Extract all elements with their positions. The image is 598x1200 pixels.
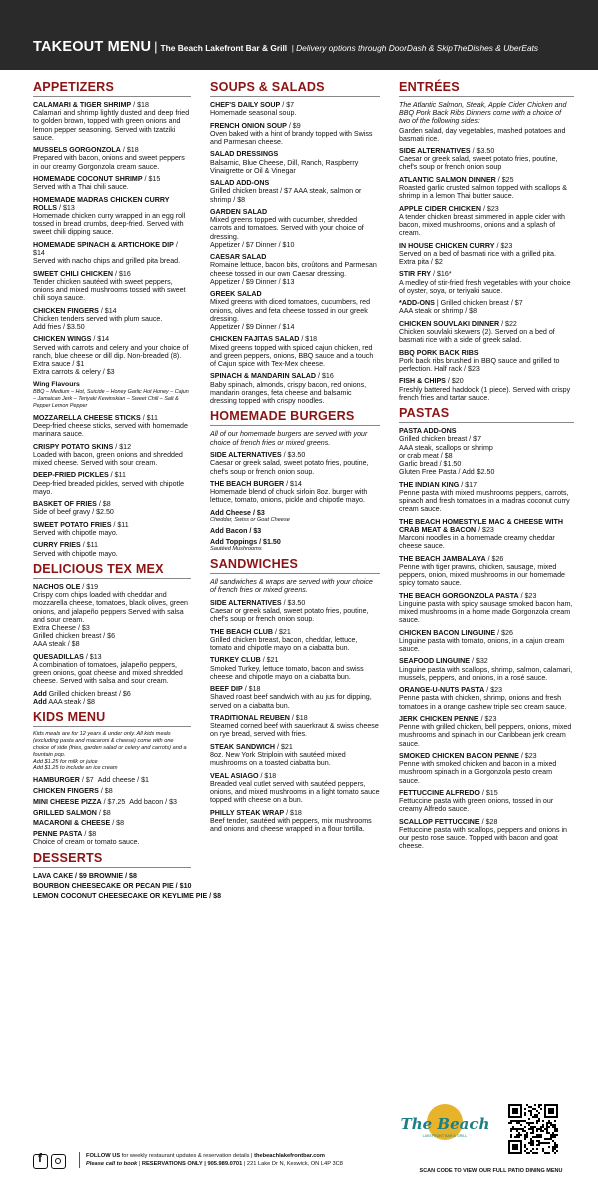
item-price: / $8: [98, 500, 111, 509]
wing-flavours-title: Wing Flavours: [33, 380, 80, 388]
item-price: / $11: [142, 413, 158, 422]
delivery-note: | Delivery options through DoorDash & SkipTheDishes & UberEats: [291, 43, 539, 53]
burger-cheese-note: Cheddar, Swiss or Goat Cheese: [210, 516, 290, 523]
item-extra: Appetizer / $9 Dinner / $14: [210, 323, 295, 331]
item-name: CHICKEN WINGS: [33, 335, 92, 344]
item-name: MACARONI & CHEESE: [33, 819, 111, 828]
item-name: HAMBURGER: [33, 776, 80, 785]
pasta-addons: PASTA ADD-ONS Grilled chicken breast / $7 AAA steak, scallops or shrimp or crab meat / $8 Garlic bread / $1.50 Gluten Free Pasta / Add $2.50: [399, 427, 495, 477]
menu-item: [399, 377, 574, 402]
qr-code[interactable]: [508, 1104, 558, 1154]
section-title-entrees: ENTRÉES: [399, 80, 574, 97]
item-price: / $14: [93, 335, 110, 344]
item-description: Served with chipotle mayo.: [33, 549, 118, 558]
menu-item: [399, 518, 574, 551]
item-price: / $18: [133, 101, 149, 109]
item-description: Smoked Turkey, lettuce tomato, bacon and swiss cheese and chipotle mayo on a ciabatta bun.: [210, 664, 364, 681]
item-price: / $23: [486, 686, 503, 695]
section-title-soups: SOUPS & SALADS: [210, 80, 380, 97]
kids-intro-milk: Add $1.25 for milk or juice: [33, 758, 98, 765]
item-description: Mixed greens topped with spiced cajun chicken, red and green peppers, onions, BBQ sauce and a touch of Cajun spice with Tex-Mex cheese.: [210, 343, 374, 368]
item-price: / $25: [497, 175, 514, 184]
column-left: [33, 80, 222, 900]
burgers-intro: All of our homemade burgers are served with your choice of french fries or mixed greens.: [210, 430, 368, 447]
scan-note: SCAN CODE TO VIEW OUR FULL PATIO DINING MENU: [419, 1168, 563, 1174]
sandwiches-side-alternatives: SIDE ALTERNATIVES / $3.50 Caesar or greek salad, sweet potato fries, poutine, chef's soup or french onion soup.: [210, 598, 369, 624]
item-description: Beef tender, sautéed with peppers, mix mushrooms and onions and cheese wrapped in a flour tortilla.: [210, 816, 372, 833]
item-name: GREEK SALAD: [210, 290, 262, 299]
burgers-side-alternatives: SIDE ALTERNATIVES / $3.50 Caesar or greek salad, sweet potato fries, poutine, chef's soup or french onion soup.: [210, 451, 369, 476]
appetizers-list: [33, 101, 191, 376]
menu-item: [33, 101, 191, 142]
item-name: SPINACH & MANDARIN SALAD: [210, 372, 317, 381]
item-price: / $13: [85, 652, 102, 661]
item-description: Served with nacho chips and grilled pita bread.: [33, 257, 181, 266]
item-price: / $8: [100, 786, 113, 795]
menu-item: [210, 253, 380, 286]
menu-item: [33, 830, 191, 846]
item-name: IN HOUSE CHICKEN CURRY: [399, 241, 495, 250]
item-description: 8oz. New York Striploin with sautéed mixed mushrooms on a toasted ciabatta bun.: [210, 750, 346, 768]
sandwiches-intro: All sandwiches & wraps are served with your choice of french fries or mixed greens.: [210, 577, 373, 595]
menu-item: [210, 809, 380, 834]
menu-item: [210, 656, 380, 681]
item-name: SWEET POTATO FRIES: [33, 520, 112, 529]
item-description: Romaine lettuce, bacon bits, croûtons and Parmesan cheese tossed in our own Caesar dressing.: [210, 261, 377, 278]
section-title-pastas: PASTAS: [399, 406, 574, 423]
item-extra: AAA steak / $8: [33, 640, 80, 649]
burgers-list: [210, 480, 380, 505]
pastas-list: [399, 481, 574, 851]
item-price: / $23: [520, 751, 537, 760]
item-name: SCALLOP FETTUCCINE: [399, 817, 480, 826]
website-link[interactable]: thebeachlakefrontbar.com: [254, 1153, 325, 1159]
item-price: | Grilled chicken breast / $7: [436, 299, 523, 308]
item-price: / $14: [33, 240, 178, 257]
item-price: / $28: [481, 817, 498, 826]
item-description: Tender chicken sautéed with sweet peppers, onions and mixed mushrooms tossed with sweet chili soya sauce.: [33, 277, 186, 303]
item-extra: Extra Cheese / $3: [33, 623, 90, 632]
section-title-burgers: HOMEMADE BURGERS: [210, 409, 380, 426]
footer-line-1: FOLLOW US for weekly restaurant updates & reservation details | thebeachlakefrontbar.com: [86, 1153, 325, 1159]
menu-item: [33, 146, 191, 171]
item-price: / $18: [122, 146, 139, 155]
burger-add-toppings: Add Toppings / $1.50: [210, 537, 281, 546]
section-title-sandwiches: SANDWICHES: [210, 557, 380, 574]
header-separator: |: [154, 39, 158, 54]
item-extra: Extra sauce / $1: [33, 360, 85, 368]
item-name: CRISPY POTATO SKINS: [33, 442, 114, 451]
kids-intro-icecream: Add $1.25 to include an ice cream: [33, 765, 118, 772]
menu-item: [399, 481, 574, 514]
item-price: / $14: [286, 479, 302, 488]
item-description: Side of beef gravy / $2.50: [33, 508, 114, 517]
item-description: A tender chicken breast simmered in apple cider with bacon, mixed mushrooms, onions and a splash of cream.: [399, 212, 565, 238]
item-name: *ADD-ONS: [399, 299, 435, 308]
item-name: BBQ PORK BACK RIBS: [399, 348, 479, 357]
item-addon: Add cheese / $1: [97, 776, 150, 785]
dessert-line-1: LAVA CAKE / $9 BROWNIE / $8: [33, 871, 137, 880]
menu-item: [33, 307, 191, 332]
item-description: Homemade chicken curry wrapped in an egg roll tossed in bread crumbs, deep-fried. Served with sweet chili dipping sauce.: [33, 212, 186, 237]
dessert-line-2: BOURBON CHEESECAKE OR PECAN PIE / $10: [33, 881, 192, 890]
item-name: HOMEMADE COCONUT SHRIMP: [33, 175, 143, 183]
item-price: / $23: [482, 204, 499, 213]
item-name: PENNE PASTA: [33, 830, 83, 839]
item-name: THE BEACH CLUB: [210, 627, 274, 636]
menu-item: [33, 471, 191, 496]
item-price: / $22: [501, 319, 517, 328]
menu-item: [33, 798, 191, 806]
item-name: MINI CHEESE PIZZA: [33, 797, 102, 806]
item-price: / $16: [115, 269, 131, 278]
menu-item: [210, 208, 380, 249]
item-description: Pork back ribs brushed in BBQ sauce and grilled to perfection. Half rack / $23: [399, 356, 560, 373]
item-name: JERK CHICKEN PENNE: [399, 714, 479, 723]
item-name: BEEF DIP: [210, 685, 243, 694]
menu-item: [399, 818, 574, 851]
column-middle: [210, 80, 380, 837]
menu-item: [399, 686, 574, 711]
item-extra: Appetizer / $7 Dinner / $10: [210, 240, 295, 249]
item-description: Balsamic, Blue Cheese, Dill, Ranch, Raspberry Vinaigrette or Oil & Vinegar: [210, 158, 359, 175]
item-price: / $17: [461, 480, 478, 489]
item-price: / $8: [112, 819, 125, 828]
item-price: / $18: [286, 808, 302, 817]
menu-item: [210, 743, 380, 768]
item-price: / $19: [82, 582, 99, 591]
item-name: SWEET CHILI CHICKEN: [33, 269, 114, 278]
item-name: HOMEMADE SPINACH & ARTICHOKE DIP: [33, 240, 174, 249]
item-name: BASKET OF FRIES: [33, 500, 97, 509]
item-name: SMOKED CHICKEN BACON PENNE: [399, 751, 519, 760]
item-name: ORANGE-U-NUTS PASTA: [399, 686, 485, 695]
item-price: / $11: [110, 471, 126, 480]
menu-item: [33, 521, 191, 537]
texmex-list: [33, 583, 191, 686]
item-name: TURKEY CLUB: [210, 656, 261, 665]
item-description: Calamari and shrimp lightly dusted and deep fried to golden brown, topped with green onions and lemon pepper seasoning. Served with tzatziki sauce.: [33, 109, 190, 142]
menu-item: [399, 349, 574, 374]
item-name: HOMEMADE MADRAS CHICKEN CURRY ROLLS: [33, 195, 170, 212]
item-name: SEAFOOD LINGUINE: [399, 657, 470, 666]
kids-list: [33, 776, 191, 846]
footer-line-2: Please call to book | RESERVATIONS ONLY | 905.989.0701 | 221 Lake Dr N, Keswick, ON L4P 3C8: [86, 1161, 343, 1167]
item-name: CALAMARI & TIGER SHRIMP: [33, 101, 132, 109]
menu-item: [210, 179, 380, 204]
item-name: CHEF'S DAILY SOUP: [210, 101, 281, 109]
item-name: THE BEACH JAMBALAYA: [399, 554, 486, 563]
item-name: CURRY FRIES: [33, 541, 81, 550]
item-description: Chicken tenders served with plum sauce.: [33, 314, 163, 323]
instagram-icon[interactable]: [51, 1154, 66, 1169]
menu-item: [399, 176, 574, 201]
item-description: Served with a Thai chili sauce.: [33, 183, 129, 192]
section-title-desserts: DESSERTS: [33, 851, 191, 868]
item-description: Fettuccine pasta with scallops, peppers and onions in our pesto rose sauce. Topped with bacon and goat cheese.: [399, 825, 567, 851]
header-bar: [0, 0, 598, 70]
item-price: / $32: [471, 657, 488, 666]
restaurant-name: The Beach Lakefront Bar & Grill: [160, 43, 288, 53]
item-name: NACHOS OLE: [33, 582, 81, 591]
footer: [33, 1150, 393, 1180]
menu-item: [33, 541, 191, 557]
item-description: Homemade seasonal soup.: [210, 109, 297, 118]
burger-add-cheese: Add Cheese / $3: [210, 508, 265, 517]
menu-item: [33, 653, 191, 686]
item-price: / $8: [98, 808, 111, 817]
item-name: APPLE CIDER CHICKEN: [399, 204, 481, 213]
menu-item: [399, 592, 574, 625]
item-description: Deep-fried cheese sticks, served with homemade marinara sauce.: [33, 422, 188, 439]
item-description: Marconi noodles in a homemade creamy cheddar cheese sauce.: [399, 534, 555, 551]
item-name: QUESADILLAS: [33, 652, 84, 661]
item-price: / $23: [496, 241, 513, 250]
item-name: GRILLED SALMON: [33, 808, 97, 817]
item-price: / $16*: [433, 270, 452, 279]
item-description: Prepared with bacon, onions and sweet peppers in our creamy Gorgonzola cream sauce.: [33, 154, 185, 171]
item-description: Penne pasta with mixed mushrooms peppers, carrots, spinach and fresh tomatoes in a madras coconut curry cream sauce.: [399, 488, 570, 514]
item-price: / $9: [288, 121, 301, 130]
menu-item: [210, 685, 380, 710]
menu-item: [210, 372, 380, 405]
texmex-add-steak: Add AAA steak / $8: [33, 697, 95, 706]
item-name: ATLANTIC SALMON DINNER: [399, 175, 496, 184]
item-description: Steamed corned beef with sauerkraut & swiss cheese on rye bread, served with fries.: [210, 722, 379, 739]
item-price: / $18: [291, 713, 308, 722]
item-description: Freshly battered haddock (1 piece). Served with crispy french fries and tartar sauce.: [399, 385, 571, 402]
texmex-adds: [33, 690, 191, 706]
menu-item: [210, 335, 380, 368]
menu-item: [210, 480, 380, 505]
section-title-texmex: DELICIOUS TEX MEX: [33, 562, 191, 579]
item-name: SALAD DRESSINGS: [210, 150, 279, 159]
menu-item: [399, 320, 574, 345]
item-name: CHICKEN SOUVLAKI DINNER: [399, 319, 500, 328]
footer-text: [79, 1152, 343, 1168]
item-name: STIR FRY: [399, 270, 432, 279]
item-price: / $23: [520, 591, 537, 600]
item-description: Grilled chicken breast / $7 AAA steak, salmon or shrimp / $8: [210, 187, 362, 204]
item-price: / $11: [82, 541, 98, 550]
item-price: / $21: [262, 656, 279, 665]
menu-item: [399, 657, 574, 682]
menu-item: [33, 175, 191, 191]
menu-item: [33, 583, 191, 649]
item-description: Deep-fried breaded pickles, served with chipotle mayo.: [33, 479, 185, 496]
item-price: / $7: [81, 776, 94, 785]
menu-item: [399, 205, 574, 238]
menu-item: [210, 290, 380, 331]
entrees-side-alternatives: SIDE ALTERNATIVES / $3.50 Caesar or greek salad, sweet potato fries, poutine, chef's soup or french onion soup: [399, 147, 558, 172]
menu-item: [210, 150, 380, 175]
section-title-kids: KIDS MENU: [33, 710, 191, 727]
item-name: GARDEN SALAD: [210, 207, 268, 216]
item-extra: Grilled chicken breast / $6: [33, 632, 116, 641]
item-name: THE BEACH HOMESTYLE MAC & CHEESE WITH CRAB MEAT & BACON: [399, 517, 563, 534]
item-name: STEAK SANDWICH: [210, 742, 276, 751]
menu-item: [33, 809, 191, 817]
item-description: Penne with smoked chicken and bacon in a mixed mushroom spinach in a Gorgonzola pesto cream sauce.: [399, 760, 557, 785]
item-description: Served on a bed of basmati rice with a grilled pita. Extra pita / $2: [399, 249, 556, 267]
item-description: Linguine pasta with spicy sausage smoked bacon ham, mixed mushrooms in a home made Gorgonzola cream sauce.: [399, 599, 573, 625]
item-name: THE INDIAN KING: [399, 480, 460, 489]
item-description: Breaded veal cutlet served with sautéed peppers, onions, and mixed mushrooms in a light tomato sauce topped with cheese on a bun.: [210, 779, 380, 805]
item-extra: Extra carrots & celery / $3: [33, 368, 115, 377]
burger-toppings-note: Sautéed Mushrooms: [210, 546, 262, 553]
menu-item: [33, 443, 191, 468]
menu-title: TAKEOUT MENU: [33, 39, 152, 55]
item-name: THE BEACH GORGONZOLA PASTA: [399, 591, 519, 600]
item-description: Penne with grilled chicken, bell peppers, onions, mixed mushrooms and spinach in our Caribbean jerk cream sauce.: [399, 723, 572, 748]
item-price: / $15: [481, 788, 498, 797]
item-name: CHICKEN FINGERS: [33, 786, 99, 795]
item-price: / $7: [282, 101, 295, 109]
item-description: Linguine pasta with tomato, onions, in a cajun cream sauce.: [399, 636, 565, 653]
menu-item: [399, 242, 574, 267]
entrees-sides: Garden salad, day vegetables, mashed potatoes and basmati rice.: [399, 126, 566, 143]
entrees-list: [399, 176, 574, 402]
item-price: / $7.25: [103, 797, 126, 806]
item-name: VEAL ASIAGO: [210, 771, 259, 780]
burger-add-bacon: Add Bacon / $3: [210, 526, 262, 535]
item-extra: Add fries / $3.50: [33, 323, 85, 331]
menu-item: [33, 500, 191, 516]
item-name: CHICKEN FINGERS: [33, 306, 99, 315]
item-name: TRADITIONAL REUBEN: [210, 713, 290, 722]
item-price: / $18: [244, 685, 261, 694]
menu-item: [399, 629, 574, 654]
item-price: / $23: [478, 525, 494, 534]
social-icons: [33, 1151, 69, 1169]
item-price: / $11: [113, 520, 129, 529]
item-description: Linguine pasta with scallops, shrimp, salmon, calamari, mussels, peppers, and onions, in a rosé sauce.: [399, 665, 573, 682]
menu-item: [399, 299, 574, 315]
item-description: AAA steak or shrimp / $8: [399, 307, 478, 316]
item-price: / $26: [497, 628, 513, 637]
item-price: / $23: [480, 714, 497, 723]
menu-item: [399, 752, 574, 785]
item-price: / $21: [275, 627, 291, 636]
item-description: Chicken souvlaki skewers (2). Served on a bed of basmati rice with a side of greek salad.: [399, 328, 555, 345]
menu-item: [399, 555, 574, 588]
item-description: Baby spinach, almonds, crispy bacon, red onions, mandarin oranges, feta cheese and balsamic dressing topped with crispy noodles.: [210, 380, 367, 405]
item-price: / $14: [100, 306, 117, 315]
item-name: CHICKEN FAJITAS SALAD: [210, 335, 300, 344]
item-description: Mixed greens topped with cucumber, shredded carrots and tomatoes. Served with your choice of dressing.: [210, 216, 364, 241]
menu-item: [33, 196, 191, 237]
item-name: FISH & CHIPS: [399, 377, 446, 386]
item-description: Penne pasta with chicken, shrimp, onions and fresh tomatoes in a orange cashew triple sec cream sauce.: [399, 694, 567, 711]
item-description: Oven baked with a hint of brandy topped with Swiss and Parmesan cheese.: [210, 129, 373, 146]
wing-flavours-text: BBQ – Medium – Hot, Suicide – Honey Garlic Hot Honey – Cajun – Jamaican Jerk – Teriyaki Kewinskian – Sweet Chili – Salt & Pepper Lemon Pepper: [33, 388, 189, 409]
svg-text:The Beach: The Beach: [400, 1115, 490, 1133]
menu-item: [33, 414, 191, 439]
facebook-icon[interactable]: f: [33, 1154, 48, 1169]
sandwiches-list: [210, 628, 380, 834]
item-description: Grilled chicken breast, bacon, cheddar, lettuce, tomato and chipotle mayo on a ciabatta bun.: [210, 635, 358, 652]
item-price: / $20: [447, 377, 464, 386]
item-price: / $26: [487, 554, 504, 563]
item-name: MUSSELS GORGONZOLA: [33, 146, 121, 155]
item-name: SALAD ADD-ONS: [210, 179, 270, 188]
item-price: / $13: [59, 203, 75, 212]
item-description: A combination of tomatoes, jalapeño peppers, green onions, goat cheese and mixed shredded cheese. Served with salsa and sour cream.: [33, 660, 183, 686]
item-name: MOZZARELLA CHEESE STICKS: [33, 413, 141, 422]
item-description: Fettuccine pasta with green onions, tossed in our creamy Alfredo sauce.: [399, 797, 554, 814]
item-name: THE BEACH BURGER: [210, 479, 285, 488]
item-description: Crispy corn chips loaded with cheddar and mozzarella cheese, tomatoes, black olives, green onions, and jalapeño peppers Served with salsa and sour cream.: [33, 591, 188, 624]
item-description: A medley of stir-fried fresh vegetables with your choice of oyster, soya, or teriyaki sauce.: [399, 278, 571, 295]
menu-item: [210, 714, 380, 739]
item-price: / $18: [260, 771, 277, 780]
entrees-intro: The Atlantic Salmon, Steak, Apple Cider Chicken and BBQ Pork Back Ribs Dinners come with a choice of two of the following sides:: [399, 101, 567, 126]
menu-item: [33, 787, 191, 795]
menu-item: [33, 270, 191, 303]
column-right: [399, 80, 574, 855]
svg-text:LAKEFRONT BAR & GRILL: LAKEFRONT BAR & GRILL: [422, 1134, 468, 1138]
kids-intro: Kids meals are for 12 years & under only. All kids meals (excluding pasta and macaroni & cheese) come with one choice of side (fries, garden salad or celery and carrots) and a fountain pop.: [33, 731, 187, 758]
item-price: / $12: [115, 442, 132, 451]
item-name: FETTUCCINE ALFREDO: [399, 788, 480, 797]
item-description: Served with carrots and celery and your choice of ranch, blue cheese or dill dip. Non-breaded (8).: [33, 343, 189, 360]
item-description: Loaded with bacon, green onions and shredded mixed cheese. Served with sour cream.: [33, 450, 183, 467]
item-description: Mixed greens with diced tomatoes, cucumbers, red onions, olives and feta cheese tossed in our greek dressing.: [210, 298, 371, 323]
item-price: / $15: [144, 175, 161, 183]
item-extra: Appetizer / $9 Dinner / $13: [210, 277, 295, 286]
section-title-appetizers: APPETIZERS: [33, 80, 191, 97]
item-price: / $18: [301, 335, 318, 344]
soups-list: [210, 101, 380, 405]
menu-item: [33, 241, 191, 266]
item-name: DEEP-FRIED PICKLES: [33, 471, 109, 480]
menu-item: [33, 819, 191, 827]
item-description: Penne with tiger prawns, chicken, sausage, mixed peppers, onion, mixed mushrooms in our homemade spicy tomato sauce.: [399, 562, 565, 588]
menu-item: [399, 270, 574, 295]
menu-item: [210, 101, 380, 117]
item-price: / $21: [277, 742, 293, 751]
item-name: FRENCH ONION SOUP: [210, 121, 287, 130]
restaurant-logo: [400, 1102, 490, 1154]
item-name: PHILLY STEAK WRAP: [210, 808, 285, 817]
menu-item: [210, 772, 380, 805]
menu-item: [210, 628, 380, 653]
menu-item: [33, 776, 191, 784]
menu-item: [399, 789, 574, 814]
item-description: Served with chipotle mayo.: [33, 528, 118, 537]
appetizers-list-2: [33, 414, 191, 558]
item-name: CAESAR SALAD: [210, 253, 267, 262]
item-addon: Add bacon / $3: [129, 797, 178, 806]
texmex-add-chicken: Add Grilled chicken breast / $6: [33, 689, 131, 698]
menu-item: [33, 335, 191, 376]
dessert-line-3: LEMON COCONUT CHEESECAKE OR KEYLIME PIE / $8: [33, 891, 222, 900]
item-name: CHICKEN BACON LINGUINE: [399, 628, 496, 637]
item-description: Choice of cream or tomato sauce.: [33, 838, 140, 847]
item-price: / $8: [84, 830, 97, 839]
item-description: Shaved roast beef sandwich with au jus for dipping, served on a ciabatta bun.: [210, 693, 372, 710]
item-description: Homemade blend of chuck sirloin 8oz. burger with lettuce, tomato, onions, pickle and chipotle mayo.: [210, 488, 368, 505]
item-description: Roasted garlic crusted salmon topped with scallops & shrimp in a lemon Thai butter sauce.: [399, 184, 567, 201]
item-price: / $16: [318, 372, 334, 381]
menu-item: [399, 715, 574, 748]
menu-item: [210, 122, 380, 147]
